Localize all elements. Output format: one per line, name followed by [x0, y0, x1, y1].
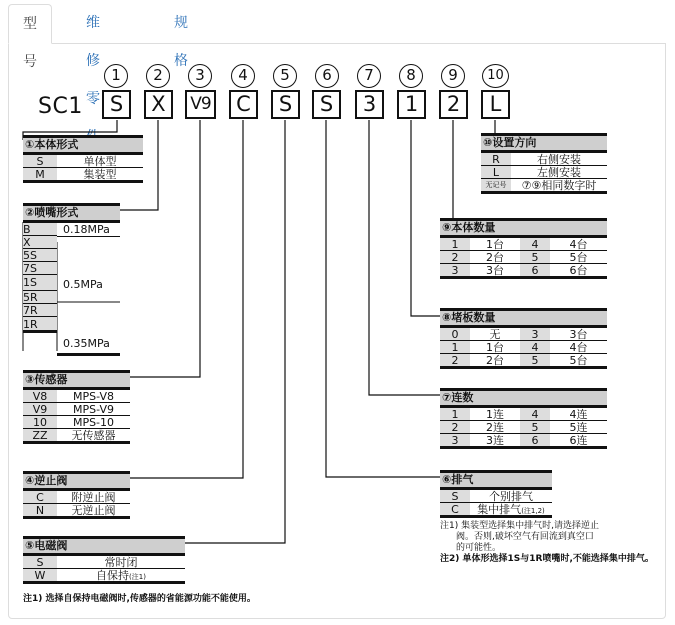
- option-code: C: [23, 491, 57, 503]
- option-value: 1连: [486, 408, 504, 421]
- option-code: 5: [520, 354, 550, 366]
- option-code: B: [23, 223, 57, 236]
- option-value: 附逆止阀: [71, 491, 116, 504]
- option-value: 单体型: [83, 155, 117, 168]
- code-box: L: [481, 90, 510, 119]
- note-line: 的可能性。: [456, 543, 502, 553]
- option-code: 无记号: [481, 179, 511, 191]
- option-code: R: [481, 153, 511, 165]
- table-nozzle-type: [23, 203, 120, 353]
- option-code: 7S: [23, 262, 57, 275]
- option-code: M: [23, 168, 57, 180]
- option-code: 1: [440, 341, 470, 353]
- option-value: 1台: [486, 238, 504, 251]
- option-value: 2台: [486, 251, 504, 264]
- option-value: 4连: [569, 408, 588, 421]
- table-solenoid-valve: [23, 536, 185, 584]
- position-number: 8: [399, 64, 423, 88]
- note-line: 阀。否则,破坏空气有回流到真空口: [456, 532, 594, 542]
- option-value: 4台: [569, 341, 588, 354]
- option-value: 1台: [486, 341, 504, 354]
- option-value: 右侧安装: [537, 153, 581, 166]
- code-box: 2: [439, 90, 468, 119]
- table-title: ⑦连数: [440, 388, 607, 408]
- table-title: ①本体形式: [23, 135, 143, 155]
- code-box: C: [229, 90, 258, 119]
- option-code: L: [481, 166, 511, 178]
- table-title: ⑥排气: [440, 470, 552, 490]
- option-value: 4台: [569, 238, 588, 251]
- code-box: S: [102, 90, 131, 119]
- option-value: 3连: [486, 434, 504, 447]
- position-number: 9: [441, 64, 465, 88]
- position-number: 1: [104, 64, 128, 88]
- option-code: 2: [440, 354, 470, 366]
- table-title: ⑧堵板数量: [440, 308, 607, 328]
- table-install-direction: [481, 133, 607, 194]
- option-value: 无逆止阀: [71, 504, 116, 517]
- option-code: 5: [520, 251, 550, 263]
- table-blank-plate-count: [440, 308, 607, 369]
- position-number: 5: [273, 64, 297, 88]
- table-title: ⑨本体数量: [440, 218, 607, 238]
- option-value: 0.18MPa: [57, 223, 120, 237]
- option-code: ZZ: [23, 429, 57, 441]
- option-code: 3: [440, 264, 470, 276]
- option-code: 4: [520, 408, 550, 420]
- option-code: 5S: [23, 249, 57, 262]
- tab-specifications[interactable]: 规格: [174, 15, 188, 69]
- option-value: 2台: [486, 354, 504, 367]
- option-value: 集装型: [83, 168, 117, 181]
- code-box: 1: [397, 90, 426, 119]
- table-exhaust: [440, 470, 552, 518]
- option-code: 10: [23, 416, 57, 428]
- option-code: V9: [23, 403, 57, 415]
- option-code: 7R: [23, 304, 57, 317]
- option-value: ⑦⑨相同数字时: [521, 179, 597, 192]
- table-title: ②喷嘴形式: [23, 203, 120, 223]
- note-line: 注1) 集装型选择集中排气时,请选择逆止: [440, 521, 599, 531]
- note-left: 注1) 选择自保持电磁阀时,传感器的省能源功能不能使用。: [23, 594, 256, 604]
- option-value: 个别排气: [489, 490, 533, 503]
- option-code: 2: [440, 251, 470, 263]
- option-code: 2: [440, 421, 470, 433]
- option-code: 1S: [23, 275, 57, 291]
- position-number: 7: [357, 64, 381, 88]
- option-value: 常时闭: [104, 556, 138, 569]
- position-number: 4: [231, 64, 255, 88]
- option-code: 5: [520, 421, 550, 433]
- option-value: 5连: [569, 421, 588, 434]
- option-code: X: [23, 236, 57, 249]
- option-value: 2连: [486, 421, 504, 434]
- option-code: N: [23, 504, 57, 516]
- option-value: 6台: [569, 264, 588, 277]
- tab-repair-parts[interactable]: 维修零: [86, 15, 100, 107]
- option-value: 6连: [569, 434, 588, 447]
- table-station-count: [440, 388, 607, 449]
- code-box: S: [312, 90, 341, 119]
- option-code: S: [440, 490, 470, 502]
- position-number: 2: [146, 64, 170, 88]
- position-number: 3: [188, 64, 212, 88]
- note-mark: (注1): [129, 573, 146, 581]
- option-value: 3台: [569, 328, 588, 341]
- position-number: 10: [482, 64, 509, 88]
- position-number: 6: [315, 64, 339, 88]
- table-check-valve: [23, 471, 130, 519]
- option-value: MPS-10: [72, 416, 115, 429]
- option-code: 1R: [23, 317, 57, 333]
- table-title: ⑩设置方向: [481, 133, 607, 153]
- code-box: 3: [355, 90, 384, 119]
- code-box: X: [144, 90, 173, 119]
- option-code: 3: [440, 434, 470, 446]
- note-line: 注2) 单体形选择1S与1R喷嘴时,不能选择集中排气。: [440, 554, 654, 564]
- option-value: MPS-V9: [73, 403, 114, 416]
- option-code: 1: [440, 408, 470, 420]
- option-value: MPS-V8: [73, 390, 114, 403]
- option-value: 左侧安装: [537, 166, 581, 179]
- option-code: 0: [440, 328, 470, 340]
- option-code: 6: [520, 434, 550, 446]
- option-value: 3台: [486, 264, 504, 277]
- table-title: ⑤电磁阀: [23, 536, 185, 556]
- option-code: 4: [520, 238, 550, 250]
- option-code: V8: [23, 390, 57, 402]
- option-code: W: [23, 569, 57, 581]
- option-value: 0.5MPa: [63, 278, 103, 291]
- table-body-count: [440, 218, 607, 279]
- notes-right: [440, 521, 670, 565]
- option-code: 6: [520, 264, 550, 276]
- option-value: 无: [489, 328, 501, 341]
- tab-model[interactable]: 型号: [8, 4, 52, 44]
- option-value: 0.35MPa: [63, 337, 110, 350]
- option-code: 3: [520, 328, 550, 340]
- table-body-type: [23, 135, 143, 183]
- note-mark: (注1,2): [521, 507, 545, 515]
- option-code: 1: [440, 238, 470, 250]
- code-box: S: [271, 90, 300, 119]
- code-box: V9: [185, 90, 216, 119]
- option-code: 4: [520, 341, 550, 353]
- option-code: S: [23, 556, 57, 568]
- table-title: ④逆止阀: [23, 471, 130, 491]
- option-code: C: [440, 503, 470, 515]
- option-value: 5台: [569, 354, 588, 367]
- option-code: S: [23, 155, 57, 167]
- option-code: 5R: [23, 291, 57, 304]
- table-sensor: [23, 370, 130, 444]
- option-value: 集中排气(注1,2): [477, 503, 545, 516]
- option-value: 5台: [569, 251, 588, 264]
- model-prefix: SC1: [38, 94, 83, 119]
- option-value: 自保持(注1): [96, 569, 146, 582]
- table-title: ③传感器: [23, 370, 130, 390]
- option-value: 无传感器: [71, 429, 116, 442]
